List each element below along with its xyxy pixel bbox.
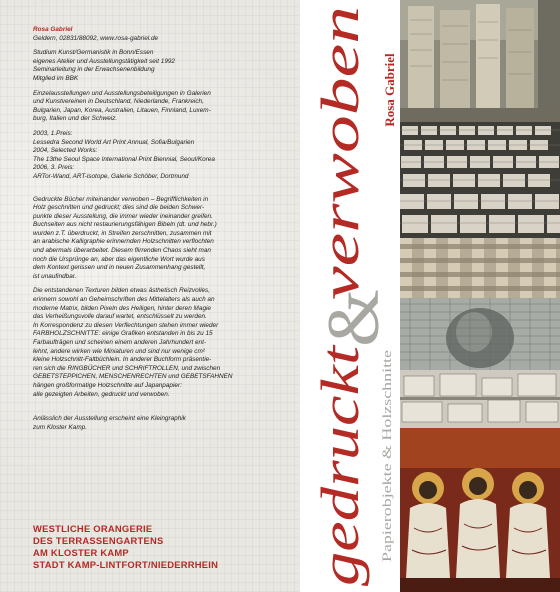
venue-line: DES TERRASSENGARTENS	[33, 535, 164, 546]
venue-line: AM KLOSTER KAMP	[33, 547, 129, 558]
textures-line: erinnern sowohl an Geheimschriften des Mittelalters als auch an	[33, 296, 215, 304]
occasion-line: zum Kloster Kamp.	[33, 423, 87, 431]
bio-block	[33, 49, 299, 83]
title-artist-name: Rosa Gabriel	[382, 53, 397, 127]
intro-line: ist unaufindbar.	[33, 272, 77, 280]
bio-line: Seminarleitung in der Erwachsenenbildung	[33, 66, 155, 74]
exhibitions-line: burg, Italien und der Schweiz.	[33, 115, 118, 123]
title-subtitle: Papierobjekte & Holzschnitte	[380, 414, 394, 562]
venue-line: WESTLICHE ORANGERIE	[33, 523, 153, 534]
awards-line: 2004, Selected Works:	[33, 147, 98, 155]
textures-line: In Korrespondenz zu diesen Verflechtungen stehen immer wieder	[33, 321, 219, 329]
textures-block	[33, 287, 299, 399]
textures-line: lehnt, andere wirken wie Miniaturen und sind nur wenige cm²	[33, 347, 205, 355]
photo-woven-pages	[400, 122, 560, 238]
intro-line: an arabische Kalligraphie erinnernden Holzschnitten verflochten	[33, 238, 214, 246]
title-panel	[300, 0, 400, 592]
awards-line: The 13the Seoul Space International Print Biennial, Seoul/Korea	[33, 155, 215, 163]
exhibitions-block	[33, 90, 299, 124]
vertical-title	[300, 0, 400, 592]
bio-line: Studium Kunst/Germanistik in Bonn/Essen	[33, 49, 154, 57]
textures-line: moderne Matrix, bilden Pixeln des Heiligen, hinter deren Magie	[33, 304, 211, 312]
intro-line: Holz geschnitten und gedruckt; dies sind die beiden Schwer-	[33, 204, 205, 212]
exhibitions-line: Einzelausstellungen und Ausstellungsbeteiligungen in Galerien	[33, 89, 211, 97]
occasion-block	[33, 415, 299, 432]
textures-line: ren sich die RINGBÜCHER und SCHRIFTROLLEN, und zwischen	[33, 364, 221, 372]
artist-contact: Geldern, 02831/88092, www.rosa-gabriel.de	[33, 34, 159, 42]
awards-line: 2003, 1.Preis:	[33, 129, 73, 137]
photo-strip	[400, 0, 560, 592]
awards-block	[33, 130, 299, 182]
exhibitions-line: Bulgarien, Japan, Korea, Australien, Litauen, Finnland, Luxem-	[33, 106, 211, 114]
title-word-verwoben: verwoben	[310, 90, 370, 300]
textures-line: Die entstandenen Texturen bilden etwas ästhetisch Reizvolles,	[33, 287, 211, 295]
artist-block	[33, 26, 299, 43]
bio-line: Mitglied im BBK	[33, 74, 79, 82]
textures-line: alle gezeigten Arbeiten, gedruckt und verwoben.	[33, 390, 170, 398]
textures-line: hängen großformatige Holzschnitte auf Japanpapier:	[33, 381, 182, 389]
intro-line: Buchseiten aus nicht restaurierungsfähigen Bibeln (dt. und hebr.)	[33, 221, 217, 229]
artist-name: Rosa Gabriel	[33, 26, 73, 33]
photo-hanging-prints	[400, 0, 560, 122]
intro-line: dem Kontext gerissen und in neuen Zusammenhang gestellt,	[33, 264, 206, 272]
body-text	[33, 26, 299, 438]
title-ampersand: &	[313, 289, 395, 347]
awards-line: 2006, 3. Preis:	[33, 164, 75, 172]
intro-block	[33, 196, 299, 282]
textures-line: kleine Holzschnitt-Faltbüchlein. In anderer Buchform präsentie-	[33, 356, 212, 364]
textures-line: Farbaufträgen und scheinen einem anderen Jahrhundert ent-	[33, 339, 207, 346]
intro-line: punkte dieser Ausstellung, die immer wieder ineinander greifen.	[33, 212, 213, 220]
photo-woodcut-saints	[400, 428, 560, 592]
intro-line: noch die Ursprünge an, aber das eigentliche Wort wurde aus	[33, 255, 205, 263]
exhibitions-line: und Kunstvereinen in Deutschland, Niederlande, Frankreich,	[33, 98, 204, 106]
bio-line: eigenes Atelier und Ausstellungstätigkeit seit 1992	[33, 57, 175, 65]
intro-line: Gedruckte Bücher miteinander verwoben – Begrifflichkeiten in	[33, 195, 209, 203]
photo-woven-strips	[400, 238, 560, 298]
awards-line: Lessedra Second World Art Print Annual, Sofia/Bulgarien	[33, 138, 195, 146]
occasion-line: Anlässlich der Ausstellung erscheint eine Kleingraphik	[33, 415, 186, 423]
textures-line: GEBETSTEPPICHEN, MENSCHENRECHTEN und GEBETSFAHNEN	[33, 373, 233, 381]
photo-book-objects	[400, 370, 560, 428]
intro-line: und abermals überarbeitet. Diesem flirrenden Chaos sieht man	[33, 247, 211, 255]
awards-line: ARTor-Wand, ART-isotope, Galerie Schöber, Dortmund	[33, 172, 189, 180]
title-word-gedruckt: gedruckt	[310, 397, 370, 586]
textures-line: das Verheißungsvolle darauf wartet, entschlüsselt zu werden.	[33, 313, 207, 321]
venue-address	[33, 523, 303, 571]
textures-line: FARBHOLZSCHNITTE: einige Grafiken entstanden in bis zu 15	[33, 330, 213, 338]
photo-woven-portrait	[400, 298, 560, 370]
venue-line: STADT KAMP-LINTFORT/NIEDERRHEIN	[33, 559, 219, 570]
intro-line: wurden z.T. überdruckt, in Streifen zerschnitten, zusammen mit	[33, 229, 212, 237]
